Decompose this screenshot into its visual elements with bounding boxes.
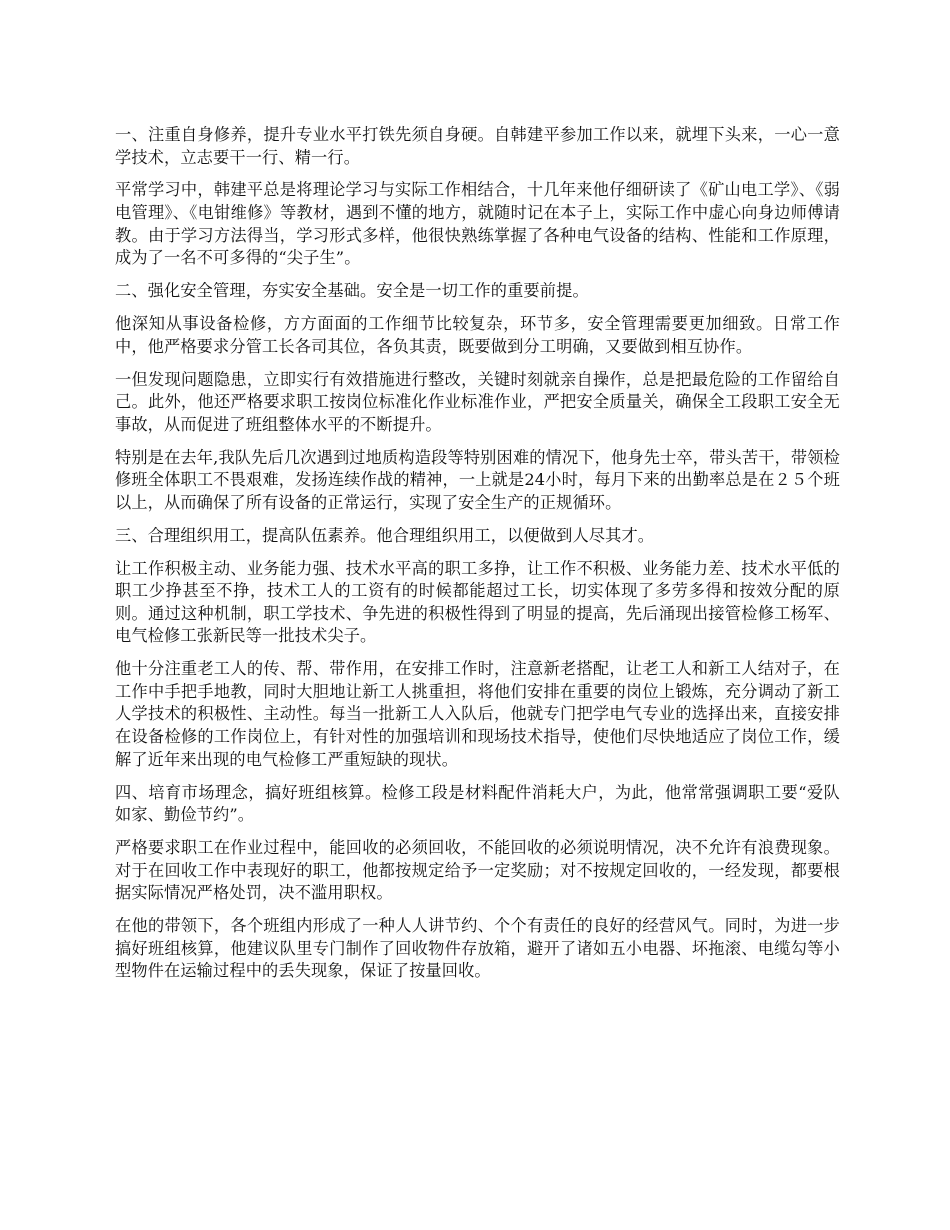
paragraph-6: 特别是在去年,我队先后几次遇到过地质构造段等特别困难的情况下，他身先士卒，带头苦干，带领检修班全体职工不畏艰难，发扬连续作战的精神，一上就是24小时，每月下来的出勤率总是在２５个班以上，从而确保了所有设备的正常运行，实现了安全生产的正规循环。 [115,447,840,512]
paragraph-10: 四、培育市场理念，搞好班组核算。检修工段是材料配件消耗大户，为此，他常常强调职工要“爱队如家、勤俭节约”。 [115,782,840,825]
paragraph-7: 三、合理组织用工，提高队伍素养。他合理组织用工，以便做到人尽其才。 [115,525,655,545]
paragraph-12: 在他的带领下，各个班组内形成了一种人人讲节约、个个有责任的良好的经营风气。同时，为进一步搞好班组核算，他建议队里专门制作了回收物件存放箱，避开了诸如五小电器、坏拖滚、电缆勾等小型物件在运输过程中的丢失现象，保证了按量回收。 [115,916,840,981]
paragraph-3: 二、强化安全管理，夯实安全基础。安全是一切工作的重要前提。 [115,281,589,301]
paragraph-8: 让工作积极主动、业务能力强、技术水平高的职工多挣，让工作不积极、业务能力差、技术水平低的职工少挣甚至不挣，技术工人的工资有的时候都能超过工长，切实体现了多劳多得和按效分配的原则。通过这种机制，职工学技术、争先进的积极性得到了明显的提高，先后涌现出接管检修工杨军、电气检修工张新民等一批技术尖子。 [115,558,840,646]
paragraph-4: 他深知从事设备检修，方方面面的工作细节比较复杂，环节多，安全管理需要更加细致。日常工作中，他严格要求分管工长各司其位，各负其责，既要做到分工明确，又要做到相互协作。 [115,314,840,356]
paragraph-11: 严格要求职工在作业过程中，能回收的必须回收，不能回收的必须说明情况，决不允许有浪费现象。对于在回收工作中表现好的职工，他都按规定给予一定奖励；对不按规定回收的，一经发现，都要根据实际情况严格处罚，决不滥用职权。 [115,838,840,903]
paragraph-1: 一、注重自身修养，提升专业水平打铁先须自身硬。自韩建平参加工作以来，就埋下头来，一心一意学技术，立志要干一行、精一行。 [115,125,840,167]
paragraph-9: 他十分注重老工人的传、帮、带作用，在安排工作时，注意新老搭配，让老工人和新工人结对子，在工作中手把手地教，同时大胆地让新工人挑重担，将他们安排在重要的岗位上锻炼，充分调动了新工人学技术的积极性、主动性。每当一批新工人入队后，他就专门把学电气专业的选择出来，直接安排在设备检修的工作岗位上，有针对性的加强培训和现场技术指导，使他们尽快地适应了岗位工作，缓解了近年来出现的电气检修工严重短缺的现状。 [115,659,840,769]
paragraph-5: 一但发现问题隐患，立即实行有效措施进行整改，关键时刻就亲自操作，总是把最危险的工作留给自己。此外，他还严格要求职工按岗位标准化作业标准作业，严把安全质量关，确保全工段职工安全无事故，从而促进了班组整体水平的不断提升。 [115,369,840,434]
paragraph-2: 平常学习中，韩建平总是将理论学习与实际工作相结合，十几年来他仔细研读了《矿山电工学》、《弱电管理》、《电钳维修》等教材，遇到不懂的地方，就随时记在本子上，实际工作中虚心向身边师傅请教。由于学习方法得当，学习形式多样，他很快熟练掌握了各种电气设备的结构、性能和工作原理，成为了一名不可多得的“尖子生”。 [115,180,840,268]
document-body [115,124,840,993]
